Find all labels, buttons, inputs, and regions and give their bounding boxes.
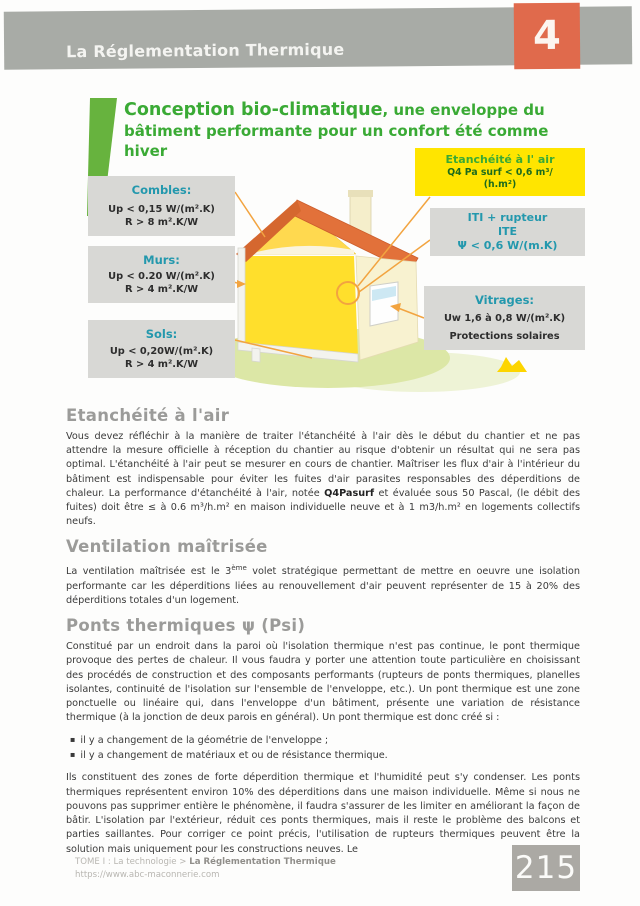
page-content [66, 406, 580, 865]
page-title: La Réglementation Thermique [66, 39, 345, 62]
section-heading-ponts: Ponts thermiques ψ (Psi) [66, 616, 306, 636]
murs-label-value1: Up < 0.20 W/(m².K) [108, 270, 215, 282]
sols-label-title: Sols: [145, 327, 178, 341]
murs-label-box [88, 246, 235, 303]
list-item: ▪ il y a changement de matériaux et ou de résistance thermique. [70, 748, 580, 763]
breadcrumb [75, 856, 336, 869]
paragraph-ponts-1: Constitué par un endroit dans la paroi où l'isolation thermique n'est pas continue, le pont thermique provoque des pertes de chaleur. Il vous faudra y porter une attention toute particulière en choisissant des procédés de construction et des composants performants (rupteurs de ponts thermiques, planelles isolantes, continuité de l'isolation sur l'ensemble de l'enveloppe, etc.). Un pont thermique est une zone ponctuelle ou linéaire qui, dans l'enveloppe d'un bâtiment, présente une variation de résistance thermique (à la jonction de deux parois en général). Un pont thermique est donc créé si : [66, 641, 580, 724]
combles-label-title: Combles: [131, 183, 192, 197]
diagram-title-emphasis: Conception bio-climatique [124, 100, 383, 120]
cutaway-house [236, 190, 418, 362]
vitrages-label-value1: Uw 1,6 à 0,8 W/(m².K) [443, 312, 566, 324]
iti-label-line2: ITE [497, 224, 518, 238]
chapter-badge [514, 3, 581, 70]
vitrages-label-box [424, 286, 585, 350]
ponts-bullet-list [66, 733, 580, 763]
house-interior-wall [242, 256, 358, 356]
page-number-badge [512, 845, 580, 891]
etancheite-label-value2: (h.m²) [483, 179, 517, 190]
site-url: https://www.abc-maconnerie.com [75, 869, 220, 880]
combles-connector [235, 192, 265, 237]
chimney-cap [348, 190, 373, 197]
iti-label-line1: ITI + rupteur [467, 210, 548, 224]
frame-post [238, 248, 245, 348]
paragraph-ventilation-sup: ème [231, 564, 247, 573]
iti-label-line3: Ψ < 0,6 W/(m.K) [457, 239, 558, 253]
murs-label-title: Murs: [143, 253, 180, 267]
page-number: 215 [514, 850, 578, 886]
paragraph-ventilation-text: La ventilation maîtrisée est le 3 [66, 566, 232, 578]
paragraph-etancheite [66, 430, 580, 529]
list-item: ▪ il y a changement de la géométrie de l'enveloppe ; [70, 733, 580, 748]
diagram-title-rest: , une enveloppe du bâtiment performante pour un confort été comme hiver [124, 101, 549, 160]
iti-label-box [430, 208, 585, 256]
etancheite-label-box [415, 148, 585, 196]
vitrages-label-title: Vitrages: [474, 293, 535, 307]
paragraph-etancheite-bold: Q4Pasurf [324, 487, 375, 499]
bio-climatic-diagram [60, 90, 590, 406]
etancheite-label-value1: Q4 Pa surf < 0,6 m³/ [447, 167, 553, 179]
sols-label-box [88, 320, 235, 378]
breadcrumb-prefix: TOME I : La technologie > [75, 857, 190, 867]
paragraph-etancheite-text: Vous devez réfléchir à la manière de traiter l'étanchéité à l'air dès le début du chantier et ne pas attendre la mesure officielle à réception du chantier au risque d'obtenir un résultat qui ne sera pas optimal. L'étanchéité à l'air peut se mesurer en cours de chantier. Maîtriser les flux d'air à l'intérieur du bâtiment est indispensable pour éviter les fuites d'air parasites responsables des déperditions de chaleur. La performance d'étanchéité à l'air, notée [66, 431, 580, 499]
sols-label-value2: R > 4 m².K/W [125, 358, 198, 370]
vitrages-label-value2: Protections solaires [449, 330, 560, 342]
section-heading-ventilation: Ventilation maîtrisée [66, 537, 268, 557]
etancheite-label-title: Etanchéité à l' air [445, 153, 555, 167]
paragraph-etancheite-text-end: et évaluée sous 50 Pascal, (le débit des fuites) doit être ≤ à 0.6 m³/h.m² en maison individuelle neuve et à 1 m3/h.m² en logements collectifs neufs. [66, 487, 580, 528]
sols-label-value1: Up < 0,20W/(m².K) [109, 345, 214, 357]
paragraph-ventilation-text-end: volet stratégique permettant de mettre en oeuvre une isolation performante car les déperditions liées au renouvellement d'air peuvent représenter de 15 à 20% des déperditions totales d'un logement. [66, 566, 580, 607]
breadcrumb-current: La Réglementation Thermique [189, 857, 336, 867]
combles-label-value1: Up < 0,15 W/(m².K) [108, 203, 215, 215]
chapter-number: 4 [532, 12, 562, 60]
combles-label-value2: R > 8 m².K/W [125, 216, 198, 228]
section-heading-etancheite: Etanchéité à l'air [66, 406, 230, 425]
frame-leg [252, 348, 260, 362]
paragraph-ventilation [66, 561, 580, 608]
footer-breadcrumb [75, 856, 336, 882]
murs-label-value2: R > 4 m².K/W [125, 283, 198, 295]
combles-label-box [88, 176, 235, 236]
header-bar [4, 6, 632, 69]
paragraph-ponts-2: Ils constituent des zones de forte déperdition thermique et l'humidité peut s'y condenser. Les ponts thermiques représentent environ 10% des déperditions dans une maison individuelle. Même si nous ne pouvons pas supprimer entière le phénomène, il faudra s'assurer de les limiter en améliorant la façon de bâtir. L'isolation par l'extérieur, réduit ces ponts thermiques, mais il reste le problème des balcons et parties saillantes. Pour corriger ce point précis, l'utilisation de rupteurs thermiques peuvent être la solution mais uniquement pour les constructions neuves. Le [66, 772, 580, 855]
